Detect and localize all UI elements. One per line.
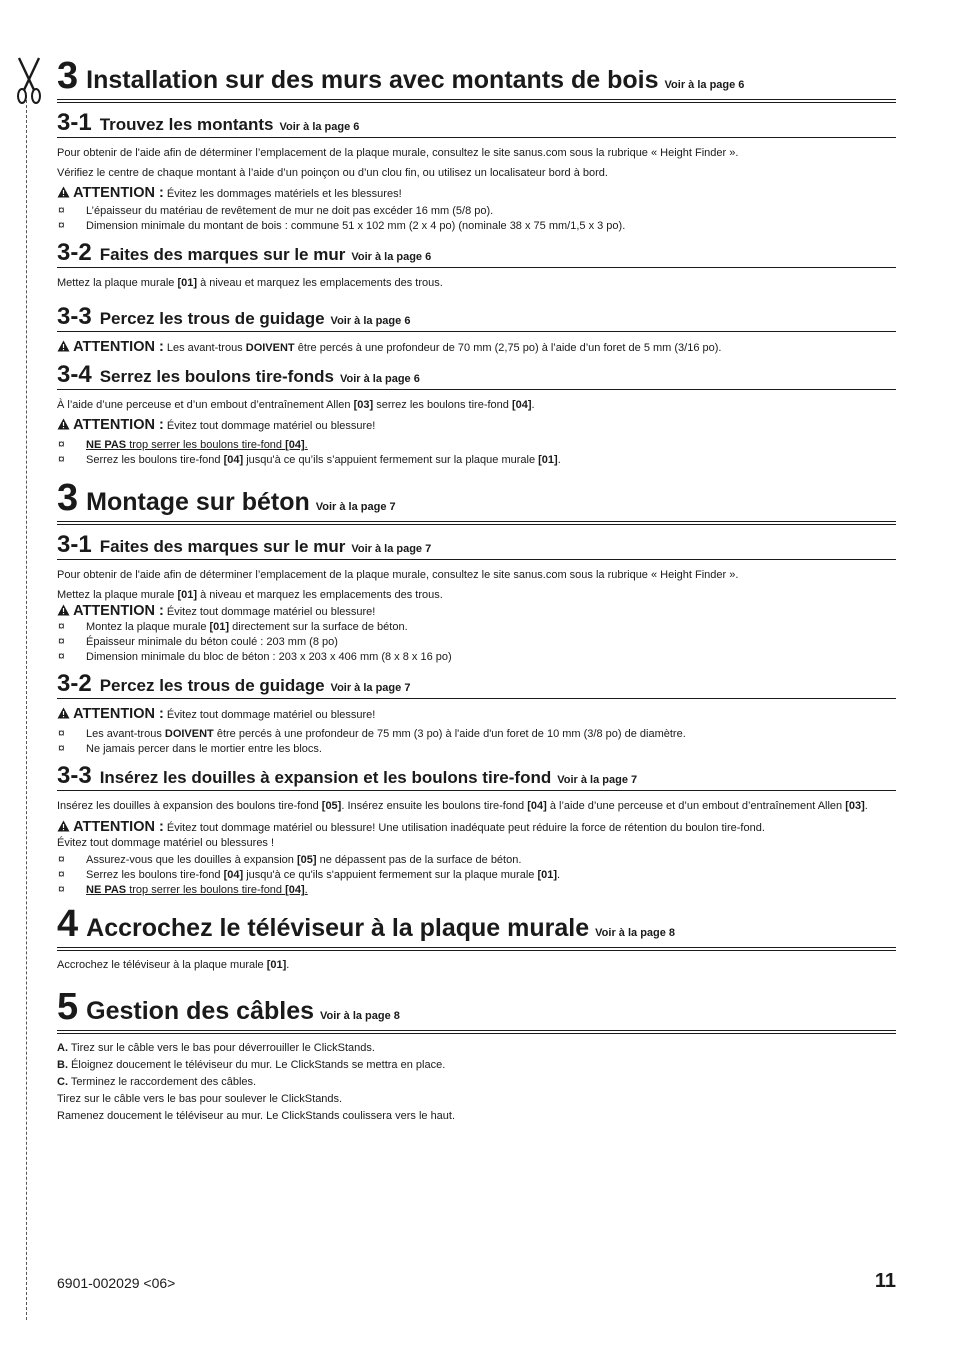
part-ref: [01]	[537, 869, 557, 881]
paragraph	[57, 958, 896, 973]
step-3-3-heading	[57, 763, 896, 791]
section-number: 5	[57, 986, 79, 1028]
page-reference: Voir à la page 6	[279, 121, 360, 133]
text: Éloignez doucement le téléviseur du mur. Le ClickStands se mettra en place.	[68, 1059, 446, 1071]
step-number: 3-4	[57, 361, 92, 388]
text: .	[304, 884, 308, 896]
step-number: 3-1	[57, 531, 92, 558]
warning-text: Évitez tout dommage matériel ou blessure!	[163, 606, 376, 618]
text: .	[864, 800, 868, 812]
section-3-heading	[57, 56, 896, 103]
part-ref: [01]	[177, 277, 198, 289]
text: trop serrer les boulons tire-fond	[126, 884, 286, 896]
emphasis: DOIVENT	[245, 342, 295, 354]
page-reference: Voir à la page 8	[595, 927, 676, 939]
text: Mettez la plaque murale	[57, 589, 178, 601]
text: Serrez les boulons tire-fond	[86, 454, 224, 466]
page-reference: Voir à la page 7	[315, 501, 396, 513]
part-ref: [04]	[527, 800, 547, 812]
text: trop serrer les boulons tire-fond	[126, 439, 286, 451]
page-reference: Voir à la page 7	[330, 682, 411, 694]
step-c	[57, 1075, 896, 1090]
text: à niveau et marquez les emplacements des trous.	[197, 277, 443, 289]
text: Accrochez le téléviseur à la plaque murale	[57, 959, 267, 971]
text: à l’aide d’une perceuse et d’un embout d’entraînement Allen	[546, 800, 846, 812]
text: .	[557, 869, 561, 881]
step-number: 3-3	[57, 303, 92, 330]
section-title: Accrochez le téléviseur à la plaque murale	[86, 914, 590, 942]
scissors-icon	[12, 56, 46, 106]
page-reference: Voir à la page 7	[351, 543, 432, 555]
warning-label: ATTENTION :	[73, 339, 164, 355]
section-5-heading	[57, 987, 896, 1034]
step-title: Percez les trous de guidage	[99, 309, 325, 328]
text: jusqu'à ce qu'ils s'appuient fermement sur la plaque murale	[243, 869, 538, 881]
paragraph	[57, 398, 896, 413]
text: à niveau et marquez les emplacements des trous.	[197, 589, 443, 601]
list-item: ¤ Dimension minimale du bloc de béton : 203 x 203 x 406 mm (8 x 8 x 16 po)	[57, 650, 896, 665]
text: À l’aide d’une perceuse et d’un embout d’entraînement Allen	[57, 399, 354, 411]
step-letter: A.	[57, 1042, 68, 1054]
section-title: Installation sur des murs avec montants de bois	[86, 66, 659, 94]
part-ref: [04]	[285, 439, 305, 451]
warning-text-line2: Évitez tout dommage matériel ou blessures !	[57, 837, 275, 849]
part-ref: [01]	[209, 621, 230, 633]
text: Montez la plaque murale	[86, 621, 210, 633]
bullet-list	[57, 438, 896, 468]
part-ref: [04]	[511, 399, 532, 411]
list-item	[57, 853, 896, 868]
text: jusqu'à ce qu’ils s’appuient fermement sur la plaque murale	[243, 454, 539, 466]
bullet-list	[57, 727, 896, 757]
warning	[57, 418, 896, 434]
warning-triangle-icon	[57, 707, 70, 719]
section-number: 4	[57, 903, 79, 945]
step-title: Faites des marques sur le mur	[99, 245, 346, 264]
paragraph: Pour obtenir de l'aide afin de déterminer l’emplacement de la plaque murale, consultez le site sanus.com sous la rubrique « Height Finder ».	[57, 147, 739, 159]
paragraph: Pour obtenir de l'aide afin de déterminer l’emplacement de la plaque murale, consultez le site sanus.com sous la rubrique « Height Finder ».	[57, 569, 739, 581]
step-3-2-heading	[57, 671, 896, 699]
text: Les avant-trous	[86, 728, 165, 740]
step-title: Percez les trous de guidage	[99, 676, 325, 695]
warning-label: ATTENTION :	[73, 819, 164, 835]
warning	[57, 707, 896, 723]
part-ref: [01]	[266, 959, 287, 971]
section-title: Gestion des câbles	[86, 997, 315, 1025]
text: serrez les boulons tire-fond	[373, 399, 512, 411]
part-ref: [05]	[296, 854, 317, 866]
step-3-4-heading	[57, 362, 896, 390]
section-concrete-heading	[57, 478, 896, 525]
page-reference: Voir à la page 6	[330, 315, 411, 327]
page-content	[57, 56, 896, 1129]
text: .	[557, 454, 561, 466]
list-item	[57, 620, 896, 635]
emphasis: DOIVENT	[164, 728, 214, 740]
bullet-list	[57, 853, 896, 898]
list-item	[57, 453, 896, 468]
paragraph: Ramenez doucement le téléviseur au mur. Le ClickStands coulissera vers le haut.	[57, 1110, 456, 1122]
text: ne dépassent pas de la surface de béton.	[316, 854, 522, 866]
list-item: ¤ Ne jamais percer dans le mortier entre les blocs.	[57, 742, 896, 757]
section-title: Montage sur béton	[86, 488, 310, 516]
warning-label: ATTENTION :	[73, 185, 164, 201]
text: Insérez les douilles à expansion des boulons tire-fond	[57, 800, 322, 812]
part-ref: [03]	[353, 399, 374, 411]
warning-text: Évitez tout dommage matériel ou blessure! Une utilisation inadéquate peut réduire la force de rétention du boulon tire-fond.	[163, 822, 765, 834]
text: . Insérez ensuite les boulons tire-fond	[341, 800, 528, 812]
step-a	[57, 1041, 896, 1056]
warning-label: ATTENTION :	[73, 417, 164, 433]
part-ref: [03]	[845, 800, 865, 812]
warning-triangle-icon	[57, 186, 70, 198]
text: Les avant-trous	[163, 342, 246, 354]
step-title: Trouvez les montants	[99, 115, 274, 134]
step-letter: B.	[57, 1059, 68, 1071]
text: directement sur la surface de béton.	[229, 621, 408, 633]
page-reference: Voir à la page 6	[339, 373, 420, 385]
bullet-list	[57, 204, 896, 234]
section-number: 3	[57, 477, 79, 519]
list-item	[57, 883, 896, 898]
warning-triangle-icon	[57, 418, 70, 430]
page-number: 11	[874, 1270, 896, 1292]
warning-label: ATTENTION :	[73, 706, 164, 722]
text: Terminez le raccordement des câbles.	[68, 1076, 257, 1088]
warning-label: ATTENTION :	[73, 603, 164, 619]
document-code: 6901-002029 <06>	[57, 1275, 176, 1291]
text: .	[286, 959, 290, 971]
paragraph	[57, 588, 896, 603]
warning-triangle-icon	[57, 340, 70, 352]
page-reference: Voir à la page 6	[351, 251, 432, 263]
text: Mettez la plaque murale	[57, 277, 178, 289]
list-item: ¤ L’épaisseur du matériau de revêtement de mur ne doit pas excéder 16 mm (5/8 po).	[57, 204, 896, 219]
part-ref: [04]	[223, 454, 244, 466]
warning-text: Évitez les dommages matériels et les blessures!	[163, 188, 402, 200]
list-item	[57, 868, 896, 883]
text: Tirez sur le câble vers le bas pour déverrouiller le ClickStands.	[68, 1042, 375, 1054]
step-3-3-heading	[57, 304, 896, 332]
paragraph: Vérifiez le centre de chaque montant à l’aide d’un poinçon ou d’un clou fin, ou utilisez un localisateur bord à bord.	[57, 167, 608, 179]
cut-line	[26, 95, 27, 1320]
text: .	[304, 439, 308, 451]
page-reference: Voir à la page 7	[557, 774, 638, 786]
paragraph	[57, 276, 896, 291]
part-ref: [01]	[177, 589, 198, 601]
warning	[57, 604, 896, 620]
step-3-1-heading	[57, 532, 896, 560]
text: Serrez les boulons tire-fond	[86, 869, 224, 881]
page-reference: Voir à la page 6	[664, 79, 745, 91]
section-4-heading	[57, 904, 896, 951]
step-3-2-heading	[57, 240, 896, 268]
paragraph	[57, 799, 896, 814]
step-title: Insérez les douilles à expansion et les boulons tire-fond	[99, 768, 552, 787]
part-ref: [04]	[223, 869, 244, 881]
warning-text: Évitez tout dommage matériel ou blessure!	[163, 420, 376, 432]
list-item	[57, 727, 896, 742]
list-item	[57, 438, 896, 453]
warning-triangle-icon	[57, 604, 70, 616]
step-title: Faites des marques sur le mur	[99, 537, 346, 556]
bullet-list	[57, 620, 896, 665]
text: être percés à une profondeur de 75 mm (3 po) à l'aide d'un foret de 10 mm (3/8 po) de diamètre.	[213, 728, 686, 740]
list-item: ¤ Épaisseur minimale du béton coulé : 203 mm (8 po)	[57, 635, 896, 650]
step-number: 3-2	[57, 239, 92, 266]
paragraph: Tirez sur le câble vers le bas pour soulever le ClickStands.	[57, 1093, 343, 1105]
part-ref: [05]	[321, 800, 342, 812]
step-3-1-heading	[57, 110, 896, 138]
step-number: 3-2	[57, 670, 92, 697]
warning-triangle-icon	[57, 820, 70, 832]
warning-text: Évitez tout dommage matériel ou blessure!	[163, 709, 376, 721]
warning	[57, 340, 896, 356]
page-reference: Voir à la page 8	[320, 1010, 400, 1022]
step-number: 3-3	[57, 762, 92, 789]
step-number: 3-1	[57, 109, 92, 136]
part-ref: [01]	[538, 454, 558, 466]
step-b	[57, 1058, 896, 1073]
text: être percés à une profondeur de 70 mm (2,75 po) à l’aide d’un foret de 5 mm (3/16 po).	[294, 342, 722, 354]
text: Assurez-vous que les douilles à expansion	[86, 854, 297, 866]
step-title: Serrez les boulons tire-fonds	[99, 367, 334, 386]
part-ref: [04]	[285, 884, 305, 896]
warning	[57, 186, 896, 202]
emphasis: NE PAS	[86, 884, 127, 896]
list-item: ¤ Dimension minimale du montant de bois : commune 51 x 102 mm (2 x 4 po) (nominale 38 x 75 mm/1,5 x 3 po).	[57, 219, 896, 234]
warning	[57, 820, 896, 851]
emphasis: NE PAS	[86, 439, 127, 451]
text: .	[531, 399, 535, 411]
step-letter: C.	[57, 1076, 68, 1088]
section-number: 3	[57, 55, 79, 97]
